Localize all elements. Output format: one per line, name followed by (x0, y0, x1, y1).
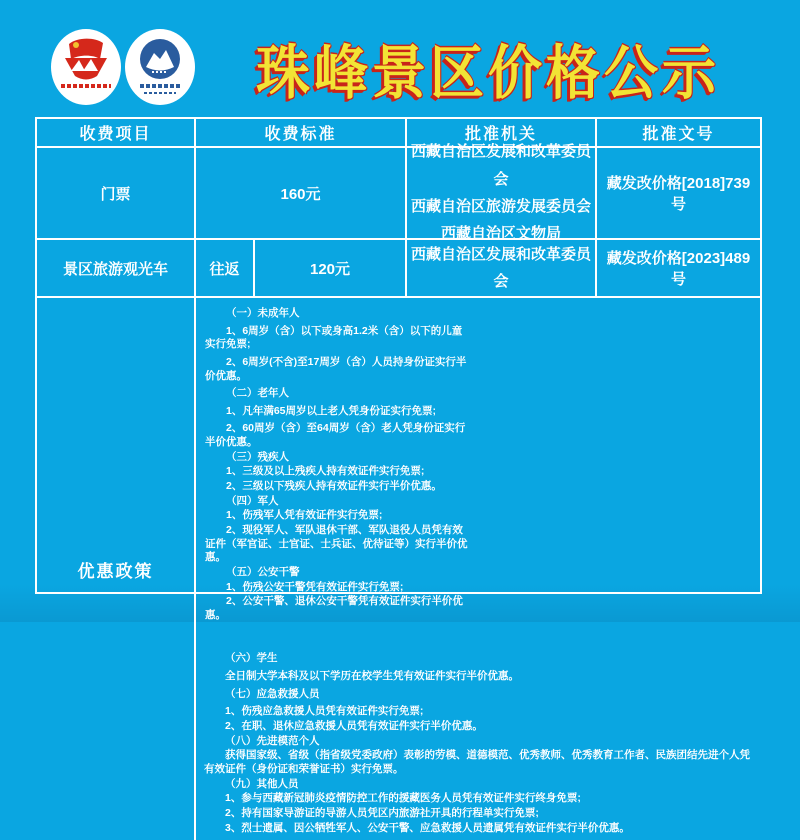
policy-left-column (196, 298, 477, 627)
table-row-ticket (37, 143, 760, 243)
policy-label: 优惠政策 (37, 298, 196, 840)
table-header-row (37, 119, 760, 148)
policy-paragraph: （一）未成年人 (226, 307, 300, 319)
policy-paragraph: （七）应急救援人员 (225, 687, 320, 700)
price-table (35, 117, 762, 834)
ticket-item: 门票 (37, 148, 196, 238)
table-row-policy (37, 298, 760, 840)
authority-line: 西藏自治区发展和改革委员会 (411, 245, 592, 290)
policy-content (196, 298, 760, 840)
authority-line: 西藏自治区旅游发展委员会 (411, 198, 592, 215)
blue-mountain-emblem-icon (124, 28, 196, 106)
policy-paragraph: 2、6周岁(不含)至17周岁（含）人员持身份证实行半价优惠。 (205, 355, 467, 382)
policy-right-column (196, 643, 760, 840)
policy-paragraph: 2、持有国家导游证的导游人员凭区内旅游社开具的行程单实行免票; (225, 806, 539, 819)
policy-paragraph: 3、烈士遗属、因公牺牲军人、公安干警、应急救援人员遗属凭有效证件实行半价优惠。 (225, 821, 630, 834)
policy-paragraph: 全日制大学本科及以下学历在校学生凭有效证件实行半价优惠。 (225, 670, 519, 683)
policy-paragraph: 1、伤残军人凭有效证件实行免票; (226, 509, 383, 522)
bus-doc-no: 藏发改价格[2023]489号 (606, 250, 751, 288)
table-row-bus (37, 240, 760, 298)
policy-paragraph: 获得国家级、省级（指省级党委政府）表彰的劳模、道德模范、优秀教师、优秀教育工作者、民族团结先进个人凭有效证件（身份证和荣誉证书）实行免票。 (204, 749, 750, 775)
policy-paragraph: （五）公安干警 (226, 565, 300, 578)
policy-paragraph: （四）军人 (226, 494, 279, 507)
ticket-doc-no: 藏发改价格[2018]739号 (606, 175, 751, 213)
policy-paragraph: 1、三级及以上残疾人持有效证件实行免票; (226, 465, 425, 478)
policy-paragraph: 1、凡年满65周岁以上老人凭身份证实行免票; (226, 404, 437, 417)
policy-paragraph: 2、公安干警、退休公安干警凭有效证件实行半价优惠。 (205, 595, 463, 621)
bus-price: 120元 (255, 240, 407, 296)
header-fee-item: 收费项目 (37, 119, 196, 146)
policy-paragraph: 2、现役军人、军队退休干部、军队退役人员凭有效证件（军官证、士官证、士兵证、优待证等）实行半价优惠。 (205, 523, 468, 564)
policy-paragraph: （九）其他人员 (225, 777, 299, 790)
header-approving-authority: 批准机关 (407, 119, 597, 146)
bus-item: 景区旅游观光车 (37, 240, 196, 296)
red-flag-mountain-emblem-icon (50, 28, 122, 106)
ticket-authority (407, 143, 597, 243)
policy-paragraph: 2、60周岁（含）至64周岁（含）老人凭身份证实行半价优惠。 (205, 422, 466, 449)
header-approval-doc-no: 批准文号 (642, 126, 715, 143)
policy-paragraph: 1、伤残应急救援人员凭有效证件实行免票; (225, 705, 424, 718)
bus-trip-type: 往返 (196, 240, 255, 296)
bus-authority (407, 240, 597, 296)
header-fee-standard: 收费标准 (196, 119, 407, 146)
authority-line: 西藏自治区发展和改革委员会 (411, 143, 592, 188)
ticket-price: 160元 (196, 148, 407, 238)
policy-paragraph: （六）学生 (225, 652, 278, 665)
page-title: 珠峰景区价格公示 (256, 40, 720, 106)
policy-paragraph: （八）先进模范个人 (225, 734, 320, 747)
policy-paragraph: 1、伤残公安干警凭有效证件实行免票; (226, 580, 404, 593)
policy-paragraph: （三）残疾人 (226, 450, 289, 463)
policy-paragraph: 2、在职、退休应急救援人员凭有效证件实行半价优惠。 (225, 720, 483, 733)
policy-paragraph: （二）老年人 (226, 387, 289, 400)
policy-paragraph: 1、6周岁（含）以下或身高1.2米（含）以下的儿童实行免票; (205, 324, 463, 351)
policy-paragraph: 1、参与西藏新冠肺炎疫情防控工作的援藏医务人员凭有效证件实行终身免票; (225, 792, 581, 805)
authority-line: 西藏自治区文物局 (440, 225, 561, 243)
policy-paragraph: 2、三级以下残疾人持有效证件实行半价优惠。 (226, 480, 442, 493)
